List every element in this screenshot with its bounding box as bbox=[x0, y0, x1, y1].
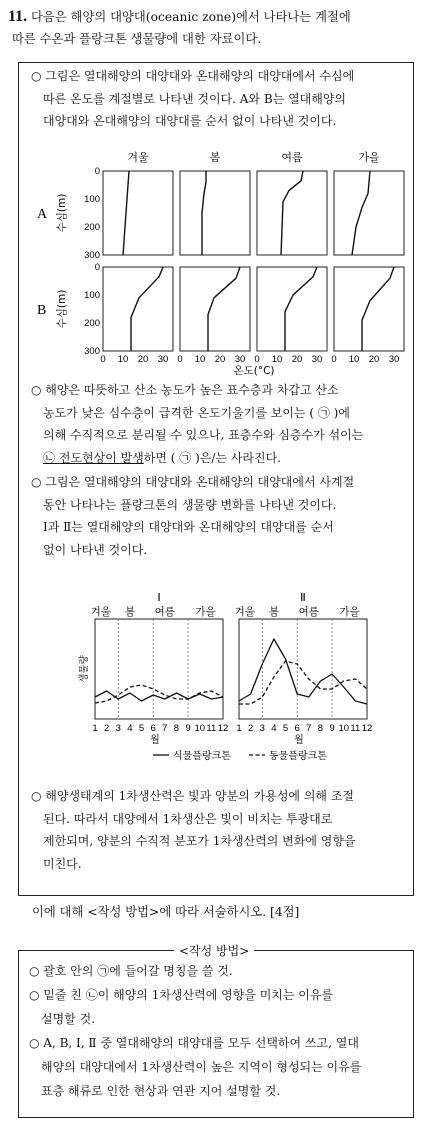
season-label: 여름 bbox=[298, 606, 319, 618]
depth-axis-label: 수심(m) bbox=[56, 193, 68, 233]
temperature-curve-A-3 bbox=[352, 171, 370, 255]
p3-line-1: ○ 그림은 열대해양의 대양대와 온대해양의 대양대에서 사계절 bbox=[31, 475, 355, 489]
month-tick: 8 bbox=[317, 723, 324, 734]
temperature-curve-A-2 bbox=[281, 171, 303, 255]
p2-line-2: 농도가 낮은 심수층이 급격한 온도기울기를 보이는 ( ㉠ )에 bbox=[43, 405, 350, 420]
temperature-curve-A-1 bbox=[202, 171, 206, 255]
depth-tick: 0 bbox=[94, 166, 100, 177]
panel-frame bbox=[334, 267, 404, 351]
month-tick: 3 bbox=[259, 723, 265, 734]
method-item-1: ○ 괄호 안의 ㉠에 들어갈 명칭을 쓸 것. bbox=[29, 964, 233, 978]
method-item-3b: 해양의 대양대에서 1차생산력이 높은 지역이 형성되는 이유를 bbox=[41, 1060, 362, 1074]
panel-frame bbox=[257, 171, 327, 255]
p3-line-4: 없이 나타낸 것이다. bbox=[43, 542, 148, 557]
temp-tick: 10 bbox=[194, 354, 206, 365]
temperature-curve-A-0 bbox=[123, 171, 129, 255]
season-label: 가을 bbox=[339, 606, 360, 618]
temp-tick: 30 bbox=[157, 354, 169, 365]
temp-tick: 20 bbox=[137, 354, 149, 365]
month-tick: 12 bbox=[361, 723, 373, 734]
month-tick: 10 bbox=[338, 723, 350, 734]
temp-tick: 20 bbox=[214, 354, 226, 365]
method-list bbox=[29, 959, 407, 1103]
p2-line-4: 하면 ( ㉠ )은/는 사라진다. bbox=[143, 450, 281, 465]
row-label-B: B bbox=[37, 303, 47, 318]
p3-line-3: Ⅰ과 Ⅱ는 열대해양의 대양대와 온대해양의 대양대를 순서 bbox=[43, 520, 334, 535]
month-tick: 1 bbox=[236, 723, 242, 734]
legend-phyto: 식물플랑크톤 bbox=[173, 751, 231, 762]
month-axis-label: 월 bbox=[150, 735, 160, 746]
data-box bbox=[18, 62, 414, 896]
panel-frame bbox=[180, 171, 250, 255]
p2-line-1: ○ 해양은 따뜻하고 산소 농도가 높은 표수층과 차갑고 산소 bbox=[31, 383, 339, 397]
p3-line-2: 동안 나타나는 플랑크톤의 생물량 변화를 나타낸 것이다. bbox=[43, 497, 337, 512]
season-label: 겨울 bbox=[127, 151, 149, 164]
panel-frame bbox=[103, 171, 173, 255]
plankton-biomass-chart bbox=[19, 593, 413, 783]
month-tick: 1 bbox=[92, 723, 98, 734]
method-item-2: ○ 밑줄 친 ㉡이 해양의 1차생산력에 영향을 미치는 이유를 bbox=[29, 988, 334, 1002]
season-label: 겨울 bbox=[90, 606, 111, 618]
p4-line-1: ○ 해양생태계의 1차생산력은 빛과 양분의 가용성에 의해 조절 bbox=[31, 789, 355, 803]
month-tick: 9 bbox=[185, 723, 191, 734]
panel-label-Ⅰ: Ⅰ bbox=[157, 593, 161, 604]
temperature-curve-B-1 bbox=[208, 267, 240, 351]
month-tick: 9 bbox=[329, 723, 335, 734]
method-item-3c: 표층 해류로 인한 현상과 연관 지어 설명할 것. bbox=[41, 1084, 281, 1098]
p2-line-3: 의해 수직적으로 분리될 수 있으나, 표층수와 심층수가 섞이는 bbox=[43, 428, 364, 443]
paragraph-1 bbox=[31, 65, 407, 133]
depth-tick: 300 bbox=[84, 346, 100, 357]
p1-line-1: ○ 그림은 열대해양의 대양대와 온대해양의 대양대에서 수심에 bbox=[31, 69, 355, 83]
month-tick: 11 bbox=[206, 723, 217, 734]
method-item-3: ○ A, B, Ⅰ, Ⅱ 중 열대해양의 대양대를 모두 선택하여 쓰고, 열대 bbox=[29, 1036, 359, 1050]
season-label: 봄 bbox=[124, 606, 135, 618]
depth-axis-label: 수심(m) bbox=[56, 289, 68, 329]
season-label: 가을 bbox=[358, 151, 380, 164]
month-tick: 6 bbox=[150, 723, 156, 734]
phytoplankton-line-Ⅱ bbox=[239, 639, 367, 704]
question-number: 11. bbox=[8, 8, 28, 25]
temp-tick: 20 bbox=[368, 354, 380, 365]
month-tick: 4 bbox=[271, 723, 277, 734]
month-tick: 5 bbox=[282, 723, 289, 734]
p4-line-2: 된다. 따라서 대양에서 1차생산은 빛이 비치는 투광대로 bbox=[43, 811, 333, 826]
season-label: 겨울 bbox=[234, 606, 255, 618]
zooplankton-line-Ⅱ bbox=[239, 661, 367, 704]
panel-label-Ⅱ: Ⅱ bbox=[300, 593, 306, 604]
p1-line-3: 대양대와 온대해양의 대양대를 순서 없이 나타낸 것이다. bbox=[43, 114, 337, 129]
panel-frame bbox=[95, 619, 223, 719]
month-tick: 10 bbox=[194, 723, 206, 734]
temp-tick: 0 bbox=[331, 354, 337, 365]
month-tick: 2 bbox=[103, 723, 110, 734]
row-label-A: A bbox=[37, 207, 48, 222]
temp-tick: 10 bbox=[117, 354, 129, 365]
season-label: 여름 bbox=[154, 606, 175, 618]
depth-tick: 200 bbox=[84, 318, 100, 329]
depth-tick: 0 bbox=[94, 262, 100, 273]
month-tick: 7 bbox=[306, 723, 312, 734]
month-axis-label: 월 bbox=[294, 735, 304, 746]
season-label: 봄 bbox=[209, 151, 221, 164]
month-tick: 11 bbox=[350, 723, 361, 734]
paragraph-4 bbox=[31, 785, 407, 875]
temp-axis-label: 온도(°C) bbox=[233, 365, 275, 377]
depth-tick: 100 bbox=[84, 194, 100, 205]
depth-tick: 100 bbox=[84, 290, 100, 301]
paragraph-2 bbox=[31, 379, 407, 469]
panel-frame bbox=[257, 267, 327, 351]
temperature-curve-B-2 bbox=[285, 267, 317, 351]
stem-line-2: 따른 수온과 플랑크톤 생물량에 대한 자료이다. bbox=[12, 32, 262, 46]
temp-tick: 30 bbox=[388, 354, 400, 365]
month-tick: 4 bbox=[127, 723, 133, 734]
instruction: 이에 대해 <작성 방법>에 따라 서술하시오. [4점] bbox=[32, 905, 300, 919]
month-tick: 7 bbox=[162, 723, 168, 734]
temperature-curve-B-3 bbox=[362, 267, 394, 351]
month-tick: 5 bbox=[138, 723, 145, 734]
p1-line-2: 따른 온도를 계절별로 나타낸 것이다. A와 B는 열대해양의 bbox=[43, 91, 347, 106]
season-label: 여름 bbox=[281, 151, 303, 164]
paragraph-3 bbox=[31, 471, 407, 561]
depth-tick: 300 bbox=[84, 250, 100, 261]
month-tick: 8 bbox=[173, 723, 180, 734]
temp-tick: 10 bbox=[271, 354, 283, 365]
biomass-axis-label: 생물량 bbox=[79, 655, 90, 683]
method-item-2b: 설명할 것. bbox=[41, 1012, 95, 1026]
month-tick: 12 bbox=[217, 723, 229, 734]
panel-frame bbox=[239, 619, 367, 719]
month-tick: 3 bbox=[115, 723, 121, 734]
month-tick: 2 bbox=[247, 723, 254, 734]
underlined-term: ㉡ 전도현상이 발생 bbox=[43, 450, 144, 465]
method-title: <작성 방법> bbox=[174, 942, 254, 959]
temp-tick: 30 bbox=[311, 354, 323, 365]
temperature-curve-B-0 bbox=[131, 267, 163, 351]
panel-frame bbox=[180, 267, 250, 351]
season-label: 봄 bbox=[268, 606, 279, 618]
zooplankton-line-Ⅰ bbox=[95, 685, 223, 703]
p4-line-3: 제한되며, 양분의 수직적 분포가 1차생산력의 변화에 영향을 bbox=[43, 834, 356, 849]
temp-tick: 10 bbox=[348, 354, 360, 365]
temp-tick: 20 bbox=[291, 354, 303, 365]
question-stem bbox=[8, 6, 428, 50]
depth-tick: 200 bbox=[84, 222, 100, 233]
temp-tick: 0 bbox=[100, 354, 106, 365]
temp-tick: 30 bbox=[234, 354, 246, 365]
method-box bbox=[18, 944, 414, 1118]
month-tick: 6 bbox=[294, 723, 300, 734]
season-label: 가을 bbox=[195, 606, 216, 618]
temp-tick: 0 bbox=[254, 354, 260, 365]
legend-zoo: 동물플랑크톤 bbox=[269, 751, 327, 762]
panel-frame bbox=[103, 267, 173, 351]
stem-line-1: 다음은 해양의 대양대(oceanic zone)에서 나타나는 계절에 bbox=[31, 10, 351, 24]
temp-tick: 0 bbox=[177, 354, 183, 365]
p4-line-4: 미친다. bbox=[43, 856, 82, 871]
temperature-profile-chart bbox=[19, 147, 413, 387]
